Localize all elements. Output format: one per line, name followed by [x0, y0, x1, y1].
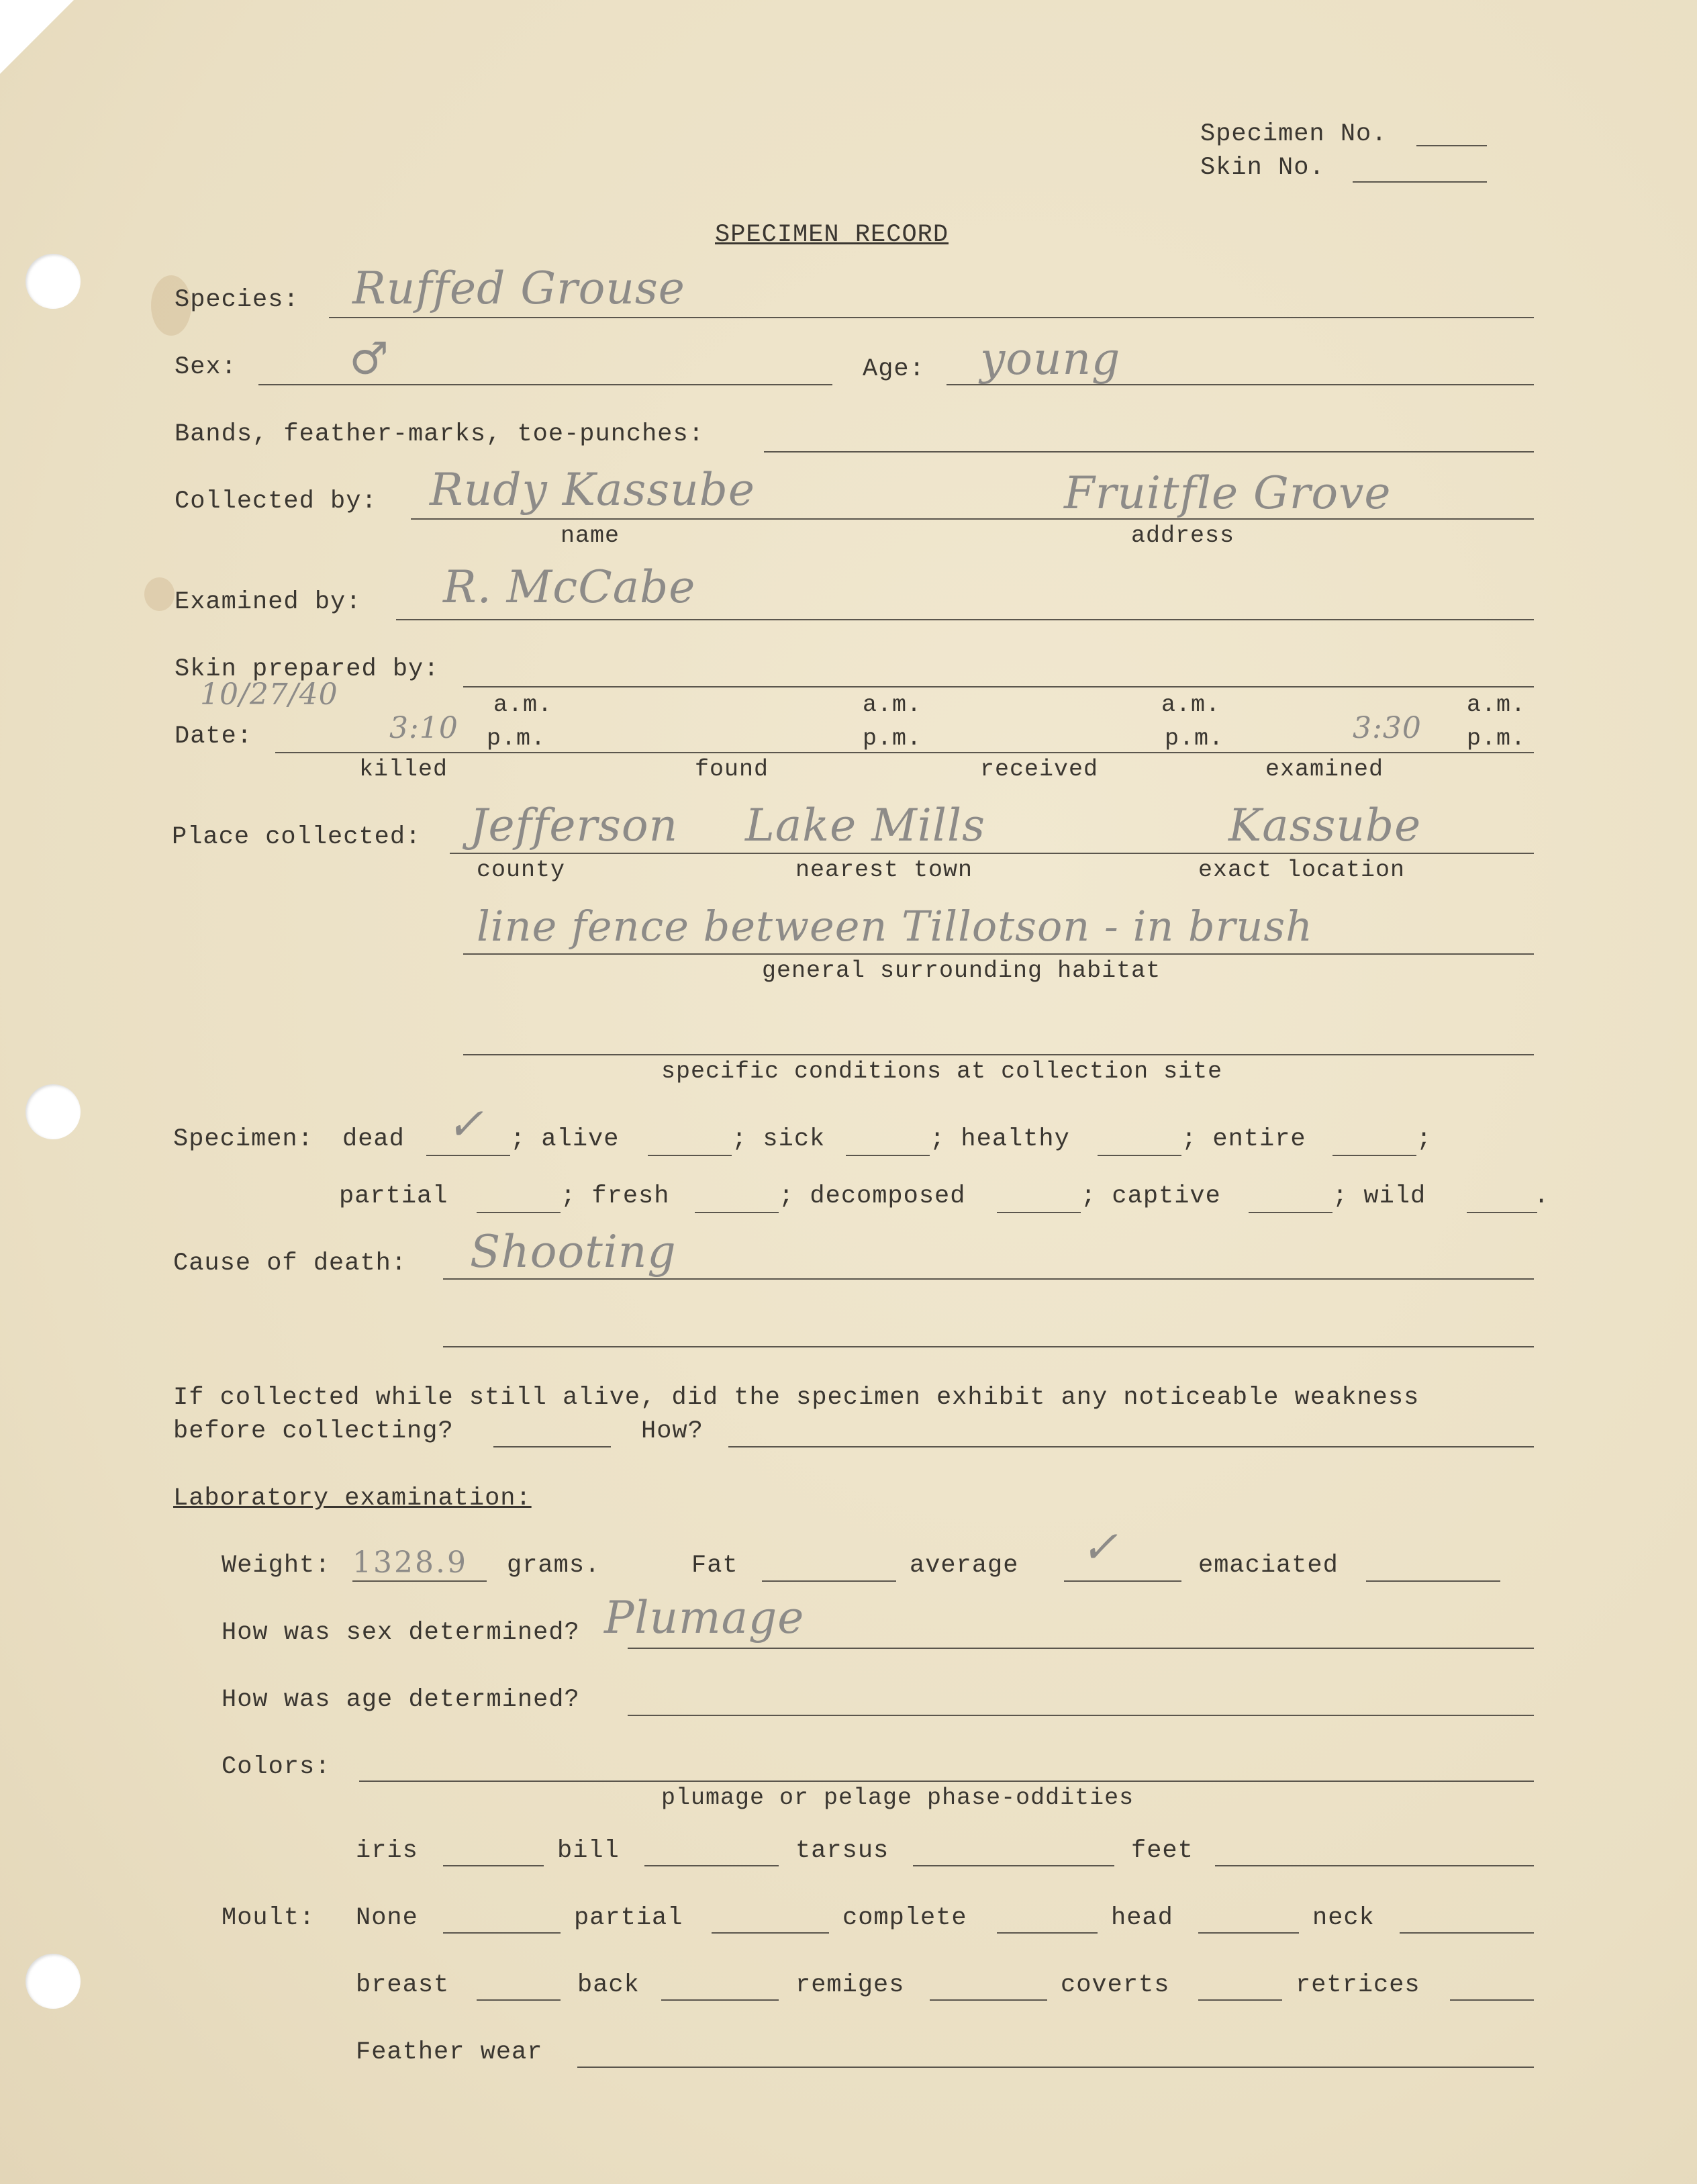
entire-semicolon: ;: [1416, 1125, 1433, 1153]
fresh-line[interactable]: [695, 1212, 779, 1213]
wild-period: .: [1534, 1182, 1550, 1210]
fat-label: Fat: [691, 1552, 738, 1580]
age-label: Age:: [863, 355, 925, 383]
feet-line[interactable]: [1215, 1865, 1534, 1866]
place-line[interactable]: [450, 853, 1534, 854]
examined-pm: p.m.: [1467, 725, 1526, 752]
how-label: How?: [641, 1417, 704, 1445]
age-determined-label: How was age determined?: [222, 1686, 580, 1714]
species-label: Species:: [175, 286, 299, 314]
received-am: a.m.: [1161, 692, 1221, 718]
before-collecting-line[interactable]: [493, 1446, 611, 1447]
bill-label: bill: [557, 1837, 620, 1865]
species-value: Ruffed Grouse: [352, 263, 685, 314]
alive-line[interactable]: [648, 1155, 732, 1156]
species-line[interactable]: [329, 317, 1534, 318]
weight-line[interactable]: [352, 1580, 487, 1582]
feet-label: feet: [1131, 1837, 1194, 1865]
weight-value: 1328.9: [352, 1546, 468, 1580]
collector-address: Fruitfle Grove: [1064, 467, 1392, 519]
wild-label: ; wild: [1332, 1182, 1426, 1210]
sex-label: Sex:: [175, 353, 237, 381]
examined-time: 3:30: [1353, 711, 1422, 745]
moult-none-line[interactable]: [443, 1932, 561, 1934]
colors-label: Colors:: [222, 1753, 331, 1781]
collector-name: Rudy Kassube: [430, 464, 755, 516]
specimen-no-label: Specimen No.: [1200, 120, 1388, 148]
decomposed-label: ; decomposed: [779, 1182, 966, 1210]
remiges-line[interactable]: [930, 1999, 1047, 2001]
found-pm: p.m.: [863, 725, 922, 752]
sex-determined-value: Plumage: [604, 1592, 805, 1644]
sick-line[interactable]: [846, 1155, 930, 1156]
moult-neck-line[interactable]: [1400, 1932, 1534, 1934]
exact-location-caption: exact location: [1198, 857, 1406, 884]
habitat-line[interactable]: [463, 953, 1534, 955]
sex-value: ♂: [349, 333, 390, 385]
coverts-label: coverts: [1061, 1971, 1170, 1999]
killed-pm: p.m.: [487, 725, 546, 752]
tarsus-label: tarsus: [795, 1837, 889, 1865]
examined-caption: examined: [1265, 756, 1384, 783]
average-line[interactable]: [1064, 1580, 1181, 1582]
age-determined-line[interactable]: [628, 1715, 1534, 1716]
entire-label: ; entire: [1181, 1125, 1306, 1153]
paper-stain: [144, 577, 175, 611]
received-pm: p.m.: [1165, 725, 1224, 752]
partial-line[interactable]: [477, 1212, 561, 1213]
healthy-line[interactable]: [1098, 1155, 1181, 1156]
exact-location-value: Kassube: [1228, 800, 1422, 851]
captive-line[interactable]: [1249, 1212, 1332, 1213]
cause-of-death-line-2[interactable]: [443, 1346, 1534, 1347]
bands-line[interactable]: [764, 451, 1534, 453]
iris-line[interactable]: [443, 1865, 544, 1866]
handwritten-date: 10/27/40: [200, 677, 338, 712]
feather-wear-label: Feather wear: [356, 2038, 543, 2067]
killed-time: 3:10: [389, 711, 458, 745]
emaciated-label: emaciated: [1198, 1552, 1339, 1580]
breast-label: breast: [356, 1971, 450, 1999]
retrices-label: retrices: [1296, 1971, 1420, 1999]
emaciated-line[interactable]: [1366, 1580, 1500, 1582]
name-caption: name: [561, 522, 620, 549]
county-caption: county: [477, 857, 566, 884]
iris-label: iris: [356, 1837, 418, 1865]
sex-determined-line[interactable]: [628, 1648, 1534, 1649]
colors-line[interactable]: [359, 1781, 1534, 1782]
killed-am: a.m.: [493, 692, 553, 718]
weakness-question: If collected while still alive, did the specimen exhibit any noticeable weakness: [173, 1384, 1420, 1412]
cause-of-death-label: Cause of death:: [173, 1249, 407, 1278]
folded-corner: [0, 0, 74, 74]
address-caption: address: [1131, 522, 1235, 549]
cause-of-death-line[interactable]: [443, 1278, 1534, 1280]
feather-wear-line[interactable]: [577, 2067, 1534, 2068]
skin-no-label: Skin No.: [1200, 154, 1325, 182]
habitat-caption: general surrounding habitat: [762, 957, 1161, 984]
dead-label: dead: [342, 1125, 405, 1153]
examined-am: a.m.: [1467, 692, 1526, 718]
cause-of-death-value: Shooting: [470, 1226, 677, 1278]
sex-determined-label: How was sex determined?: [222, 1619, 580, 1647]
form-title: SPECIMEN RECORD: [715, 221, 949, 249]
conditions-line[interactable]: [463, 1054, 1534, 1055]
date-label: Date:: [175, 722, 253, 751]
bill-line[interactable]: [644, 1865, 779, 1866]
grams-label: grams.: [507, 1552, 601, 1580]
nearest-town-caption: nearest town: [795, 857, 973, 884]
examined-by-line[interactable]: [396, 619, 1534, 620]
place-label: Place collected:: [172, 823, 422, 851]
sex-line[interactable]: [258, 384, 832, 385]
found-am: a.m.: [863, 692, 922, 718]
bands-label: Bands, feather-marks, toe-punches:: [175, 420, 704, 448]
tarsus-line[interactable]: [913, 1865, 1114, 1866]
weight-label: Weight:: [222, 1552, 331, 1580]
dead-check: ✓: [446, 1098, 485, 1150]
skin-prepared-label: Skin prepared by:: [175, 655, 440, 683]
coverts-line[interactable]: [1198, 1999, 1282, 2001]
moult-complete-label: complete: [842, 1904, 967, 1932]
dead-line[interactable]: [426, 1155, 510, 1156]
healthy-label: ; healthy: [930, 1125, 1070, 1153]
average-label: average: [910, 1552, 1019, 1580]
average-check: ✓: [1081, 1521, 1119, 1573]
wild-line[interactable]: [1467, 1212, 1537, 1213]
moult-head-line[interactable]: [1198, 1932, 1299, 1934]
decomposed-line[interactable]: [997, 1212, 1081, 1213]
found-caption: found: [695, 756, 769, 783]
fat-line[interactable]: [762, 1580, 896, 1582]
punch-hole-top: [26, 254, 81, 309]
moult-partial-line[interactable]: [712, 1932, 829, 1934]
specimen-no-line[interactable]: [1416, 145, 1487, 146]
moult-label: Moult:: [222, 1904, 316, 1932]
captive-label: ; captive: [1081, 1182, 1221, 1210]
punch-hole-bottom: [26, 1954, 81, 2009]
killed-caption: killed: [359, 756, 448, 783]
collected-by-label: Collected by:: [175, 487, 377, 516]
moult-head-label: head: [1111, 1904, 1173, 1932]
moult-neck-label: neck: [1312, 1904, 1375, 1932]
breast-line[interactable]: [477, 1999, 561, 2001]
partial-label: partial: [339, 1182, 448, 1210]
moult-complete-line[interactable]: [997, 1932, 1098, 1934]
sick-label: ; sick: [732, 1125, 826, 1153]
entire-line[interactable]: [1332, 1155, 1416, 1156]
fresh-label: ; fresh: [561, 1182, 670, 1210]
conditions-caption: specific conditions at collection site: [661, 1058, 1223, 1085]
nearest-town-value: Lake Mills: [745, 800, 985, 851]
examined-by-label: Examined by:: [175, 588, 362, 616]
age-value: young: [980, 333, 1121, 385]
remiges-label: remiges: [795, 1971, 905, 1999]
punch-hole-middle: [26, 1084, 81, 1139]
skin-no-line[interactable]: [1353, 181, 1487, 183]
before-collecting-label: before collecting?: [173, 1417, 454, 1445]
lab-title: Laboratory examination:: [173, 1484, 532, 1513]
county-value: Jefferson: [470, 800, 679, 851]
specimen-label: Specimen:: [173, 1125, 313, 1153]
examiner-value: R. McCabe: [443, 561, 696, 613]
skin-prepared-line[interactable]: [463, 686, 1534, 687]
back-label: back: [577, 1971, 640, 1999]
how-line[interactable]: [728, 1446, 1534, 1447]
moult-partial-label: partial: [574, 1904, 683, 1932]
habitat-value: line fence between Tillotson - in brush: [477, 902, 1314, 951]
received-caption: received: [980, 756, 1099, 783]
moult-none-label: None: [356, 1904, 418, 1932]
alive-label: ; alive: [510, 1125, 620, 1153]
colors-caption: plumage or pelage phase-oddities: [661, 1785, 1134, 1811]
back-line[interactable]: [661, 1999, 779, 2001]
retrices-line[interactable]: [1450, 1999, 1534, 2001]
